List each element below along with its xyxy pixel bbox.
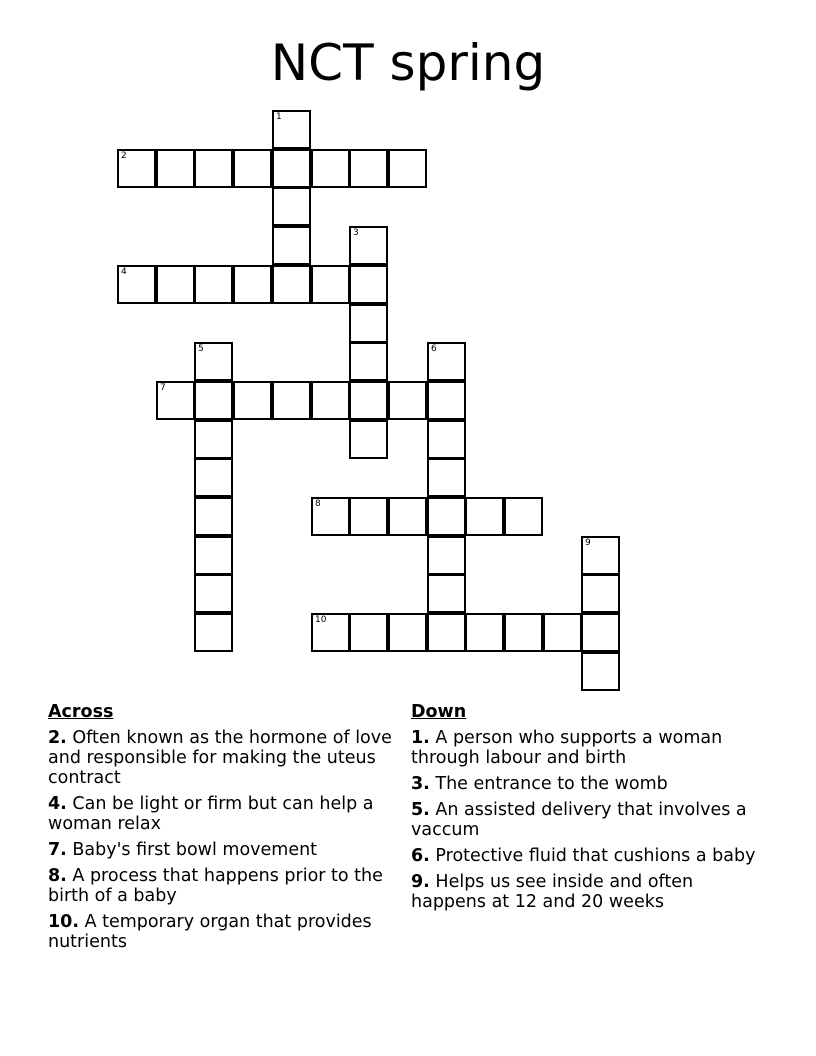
grid-cell[interactable] [349, 342, 388, 381]
across-clue [48, 866, 398, 906]
grid-cell[interactable] [194, 536, 233, 575]
grid-cell[interactable] [117, 149, 156, 188]
across-clue [48, 728, 398, 788]
grid-cell[interactable] [311, 497, 350, 536]
grid-cell[interactable] [581, 613, 620, 652]
grid-cell[interactable] [272, 226, 311, 265]
grid-cell[interactable] [427, 342, 466, 381]
grid-cell[interactable] [349, 226, 388, 265]
grid-cell[interactable] [388, 149, 427, 188]
grid-cell[interactable] [272, 265, 311, 304]
grid-cell[interactable] [311, 265, 350, 304]
grid-cell[interactable] [233, 381, 272, 420]
across-heading: Across [48, 702, 114, 722]
grid-cell[interactable] [388, 381, 427, 420]
grid-cell[interactable] [427, 420, 466, 459]
clue-number: 4. [48, 794, 67, 814]
down-clue [411, 800, 761, 840]
down-clue [411, 846, 761, 866]
grid-cell[interactable] [427, 536, 466, 575]
grid-cell[interactable] [427, 497, 466, 536]
cell-number: 10 [315, 615, 327, 625]
grid-cell[interactable] [388, 497, 427, 536]
down-clue [411, 728, 761, 768]
grid-cell[interactable] [233, 265, 272, 304]
grid-cell[interactable] [272, 110, 311, 149]
across-clue [48, 912, 398, 952]
clue-text: A person who supports a woman through labour and birth [411, 728, 723, 768]
down-clue [411, 872, 761, 912]
grid-cell[interactable] [504, 497, 543, 536]
across-clue [48, 794, 398, 834]
grid-cell[interactable] [156, 149, 195, 188]
grid-cell[interactable] [581, 536, 620, 575]
grid-cell[interactable] [194, 342, 233, 381]
grid-cell[interactable] [272, 149, 311, 188]
clue-number: 1. [411, 728, 430, 748]
clue-text: A process that happens prior to the birth of a baby [48, 866, 383, 906]
clue-number: 6. [411, 846, 430, 866]
grid-cell[interactable] [349, 265, 388, 304]
clue-number: 3. [411, 774, 430, 794]
clue-text: A temporary organ that provides nutrients [48, 912, 372, 952]
grid-cell[interactable] [194, 458, 233, 497]
clue-number: 7. [48, 840, 67, 860]
cell-number: 3 [353, 228, 359, 238]
clue-text: An assisted delivery that involves a vaccum [411, 800, 747, 840]
down-clues [411, 702, 761, 918]
cell-number: 6 [431, 344, 437, 354]
cell-number: 9 [585, 538, 591, 548]
grid-cell[interactable] [194, 613, 233, 652]
cell-number: 8 [315, 499, 321, 509]
grid-cell[interactable] [272, 381, 311, 420]
clue-text: Often known as the hormone of love and responsible for making the uteus contract [48, 728, 392, 788]
clue-number: 5. [411, 800, 430, 820]
grid-cell[interactable] [504, 613, 543, 652]
clue-number: 9. [411, 872, 430, 892]
grid-cell[interactable] [349, 304, 388, 343]
clue-text: Baby's first bowl movement [72, 840, 318, 860]
grid-cell[interactable] [427, 574, 466, 613]
grid-cell[interactable] [427, 613, 466, 652]
clue-text: Protective fluid that cushions a baby [435, 846, 756, 866]
grid-cell[interactable] [156, 265, 195, 304]
clue-number: 10. [48, 912, 80, 932]
cell-number: 5 [198, 344, 204, 354]
grid-cell[interactable] [349, 149, 388, 188]
grid-cell[interactable] [388, 613, 427, 652]
grid-cell[interactable] [427, 381, 466, 420]
grid-cell[interactable] [311, 149, 350, 188]
cell-number: 2 [121, 151, 127, 161]
grid-cell[interactable] [349, 613, 388, 652]
cell-number: 4 [121, 267, 127, 277]
puzzle-title: NCT spring [270, 34, 546, 92]
grid-cell[interactable] [117, 265, 156, 304]
grid-cell[interactable] [194, 265, 233, 304]
across-clues [48, 702, 398, 958]
grid-cell[interactable] [465, 613, 504, 652]
cell-number: 7 [160, 383, 166, 393]
grid-cell[interactable] [581, 652, 620, 691]
down-heading: Down [411, 702, 467, 722]
grid-cell[interactable] [233, 149, 272, 188]
clue-text: Helps us see inside and often happens at 12 and 20 weeks [411, 872, 694, 912]
grid-cell[interactable] [194, 149, 233, 188]
grid-cell[interactable] [311, 381, 350, 420]
clue-number: 8. [48, 866, 67, 886]
grid-cell[interactable] [543, 613, 582, 652]
grid-cell[interactable] [311, 613, 350, 652]
grid-cell[interactable] [156, 381, 195, 420]
grid-cell[interactable] [272, 187, 311, 226]
clue-number: 2. [48, 728, 67, 748]
clue-text: The entrance to the womb [435, 774, 668, 794]
grid-cell[interactable] [194, 574, 233, 613]
clue-text: Can be light or firm but can help a woman relax [48, 794, 374, 834]
down-clue [411, 774, 761, 794]
grid-cell[interactable] [349, 420, 388, 459]
cell-number: 1 [276, 112, 282, 122]
across-clue [48, 840, 398, 860]
grid-cell[interactable] [465, 497, 504, 536]
grid-cell[interactable] [349, 381, 388, 420]
grid-cell[interactable] [194, 420, 233, 459]
grid-cell[interactable] [349, 497, 388, 536]
grid-cell[interactable] [427, 458, 466, 497]
grid-cell[interactable] [581, 574, 620, 613]
grid-cell[interactable] [194, 381, 233, 420]
grid-cell[interactable] [194, 497, 233, 536]
